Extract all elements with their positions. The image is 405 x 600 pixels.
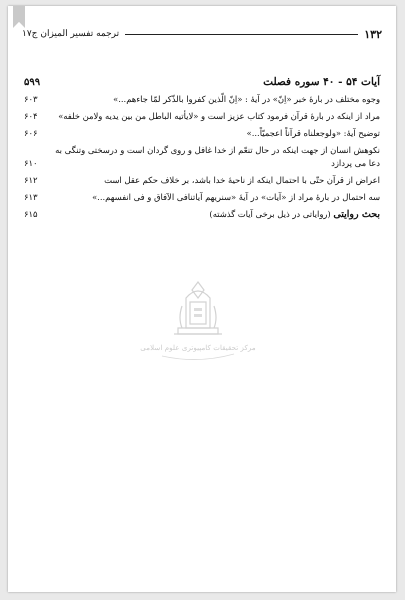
header-rule (125, 34, 358, 35)
watermark-caption: مرکز تحقیقات کامپیوتری علوم اسلامی (140, 343, 256, 352)
page-header (22, 26, 382, 42)
toc-section-desc: (روایاتی در ذیل برخی آیات گذشته) (209, 209, 334, 219)
toc-row (24, 93, 380, 110)
toc-entry-text: اعراض از قرآن حتّی با احتمال اینکه از ناحیهٔ خدا باشد، بر خلاف حکم عقل است (104, 175, 380, 185)
toc-page-number: ۶۱۰ (24, 158, 38, 168)
library-seal-icon (140, 278, 256, 374)
toc-row (24, 191, 380, 208)
toc-page-number: ۶۱۵ (24, 209, 38, 219)
toc-row-section (24, 208, 380, 225)
document-page (8, 6, 396, 592)
toc-entry-text: سه احتمال در بارهٔ مراد از «آیات» در آیهٔ «سنریهم آیاتنافی الآفاق و فی انفسهم...» (92, 192, 380, 202)
toc-row (24, 174, 380, 191)
bookmark-ribbon-icon[interactable] (13, 6, 25, 28)
toc-page-number: ۶۰۶ (24, 128, 38, 138)
toc-section-label: بحث روایتی (333, 209, 380, 220)
toc-page-number: ۶۰۴ (24, 111, 38, 121)
toc-page-number: ۶۱۳ (24, 192, 38, 202)
toc-entry-text (52, 208, 380, 221)
toc-page-number: ۶۱۲ (24, 175, 38, 185)
toc-row (24, 110, 380, 127)
toc-heading-text: آیات ۵۴ - ۴۰ سوره فصلت (263, 76, 380, 88)
toc-entry-text: وجوه مختلف در بارهٔ خبر «اِنّ» در آیهٔ : «اِنّ الّذین کفروا بالذّکر لمّا جاءهم...» (113, 94, 380, 104)
running-title: ترجمه تفسیر المیزان ج۱۷ (22, 29, 120, 39)
toc-entry-text: نکوهش انسان از جهت اینکه در حال تنعّم از خدا غافل و روی گردان است و درسختی وتنگی به دعا می پردازد (55, 145, 380, 168)
toc-entry-text: مراد از اینکه در بارهٔ قرآن فرمود کتاب عزیز است و «لایأتیه الباطل من بین یدیه ولامن خلفه» (58, 111, 380, 121)
toc-page-number: ۶۰۳ (24, 94, 38, 104)
toc-row (24, 127, 380, 144)
toc-heading-row (24, 76, 380, 93)
toc-page-number: ۵۹۹ (24, 77, 41, 88)
toc-row (24, 144, 380, 174)
page-number: ۱۳۲ (364, 27, 382, 41)
toc-entry-text: توضیح آیهٔ: «ولوجعلناه قرآناً اعجمیّاً...» (246, 128, 380, 138)
table-of-contents (24, 76, 380, 225)
